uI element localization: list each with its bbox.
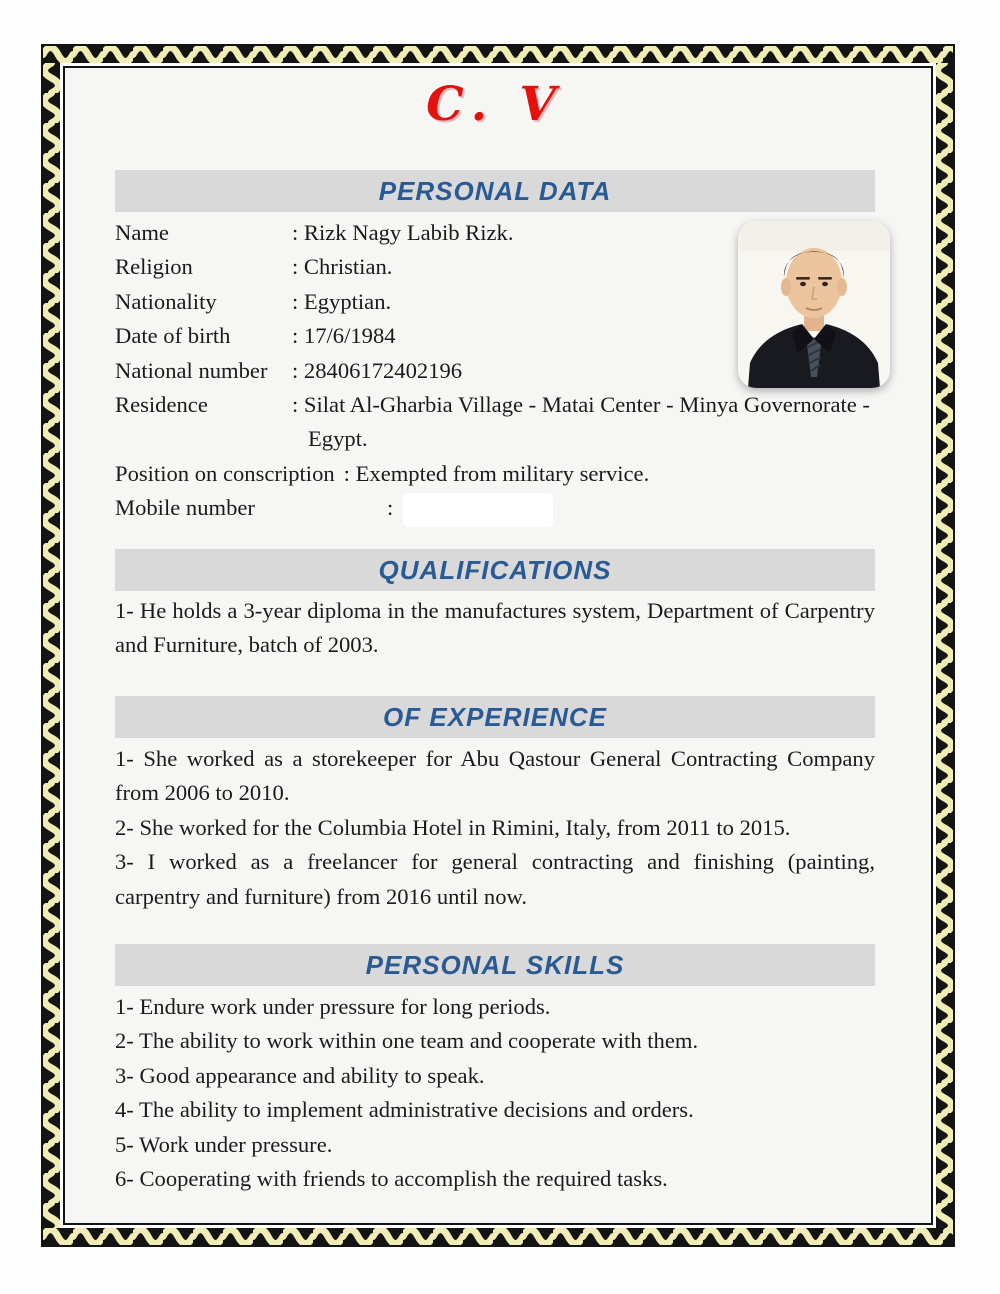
- mobile-number-redacted-box: [403, 493, 553, 527]
- border-band-left: [43, 63, 60, 1228]
- field-label: Mobile number: [115, 495, 255, 521]
- skill-item: 1- Endure work under pressure for long periods.: [115, 993, 551, 1019]
- section-header-experience: [115, 696, 875, 738]
- field-value: : 28406172402196: [292, 357, 463, 383]
- border-band-top: [43, 46, 953, 63]
- skill-item: 5- Work under pressure.: [115, 1131, 333, 1157]
- field-value: : Silat Al-Gharbia Village - Matai Center - Minya Governorate - Egypt.: [292, 392, 870, 452]
- section-header-personal-skills: [115, 944, 875, 986]
- skill-item: 6- Cooperating with friends to accomplish the required tasks.: [115, 1165, 668, 1191]
- section-header-personal-data: [115, 170, 875, 212]
- section-header-qualifications: [115, 549, 875, 591]
- skills-section: [115, 990, 875, 1196]
- field-value: :: [387, 491, 875, 527]
- page-title: C. V: [426, 77, 564, 132]
- experience-item: 2- She worked for the Columbia Hotel in Rimini, Italy, from 2011 to 2015.: [115, 814, 791, 840]
- field-label: Nationality: [115, 288, 217, 314]
- field-value: : Rizk Nagy Labib Rizk.: [292, 220, 514, 245]
- experience-item: 1- She worked as a storekeeper for Abu Qastour General Contracting Company from 2006 to 2010.: [115, 745, 875, 806]
- section-header-label: PERSONAL DATA: [378, 175, 612, 206]
- border-band-right: [936, 63, 953, 1228]
- field-label: National number: [115, 357, 268, 383]
- field-row-conscription: [115, 457, 875, 491]
- qualification-item: 1- He holds a 3-year diploma in the manufactures system, Department of Carpentry and Furniture, batch of 2003.: [115, 598, 875, 658]
- field-label: Religion: [115, 254, 193, 280]
- section-header-label: PERSONAL SKILLS: [365, 949, 625, 980]
- section-header-label: OF EXPERIENCE: [383, 701, 607, 732]
- experience-item: 3- I worked as a freelancer for general contracting and finishing (painting, carpentry and furniture) from 2016 until now.: [115, 849, 875, 909]
- skill-item: 4- The ability to implement administrative decisions and orders.: [115, 1097, 694, 1123]
- field-value: : Exempted from military service.: [343, 460, 650, 486]
- field-label: Date of birth: [115, 323, 231, 349]
- field-row-residence: [115, 388, 875, 457]
- border-band-bottom: [43, 1228, 953, 1245]
- field-label: Residence: [115, 392, 208, 418]
- field-value: : 17/6/1984: [292, 323, 396, 349]
- skill-item: 3- Good appearance and ability to speak.: [115, 1062, 485, 1088]
- field-row-mobile-number: [115, 491, 875, 527]
- applicant-photo: [738, 221, 890, 388]
- portrait-illustration: [738, 221, 890, 388]
- field-value: : Egyptian.: [292, 288, 392, 314]
- field-value: : Christian.: [292, 254, 393, 280]
- experience-section: [115, 742, 875, 914]
- skill-item: 2- The ability to work within one team and cooperate with them.: [115, 1028, 699, 1054]
- field-label: Position on conscription: [115, 460, 335, 486]
- field-label: Name: [115, 220, 169, 245]
- section-header-label: QUALIFICATIONS: [378, 554, 612, 585]
